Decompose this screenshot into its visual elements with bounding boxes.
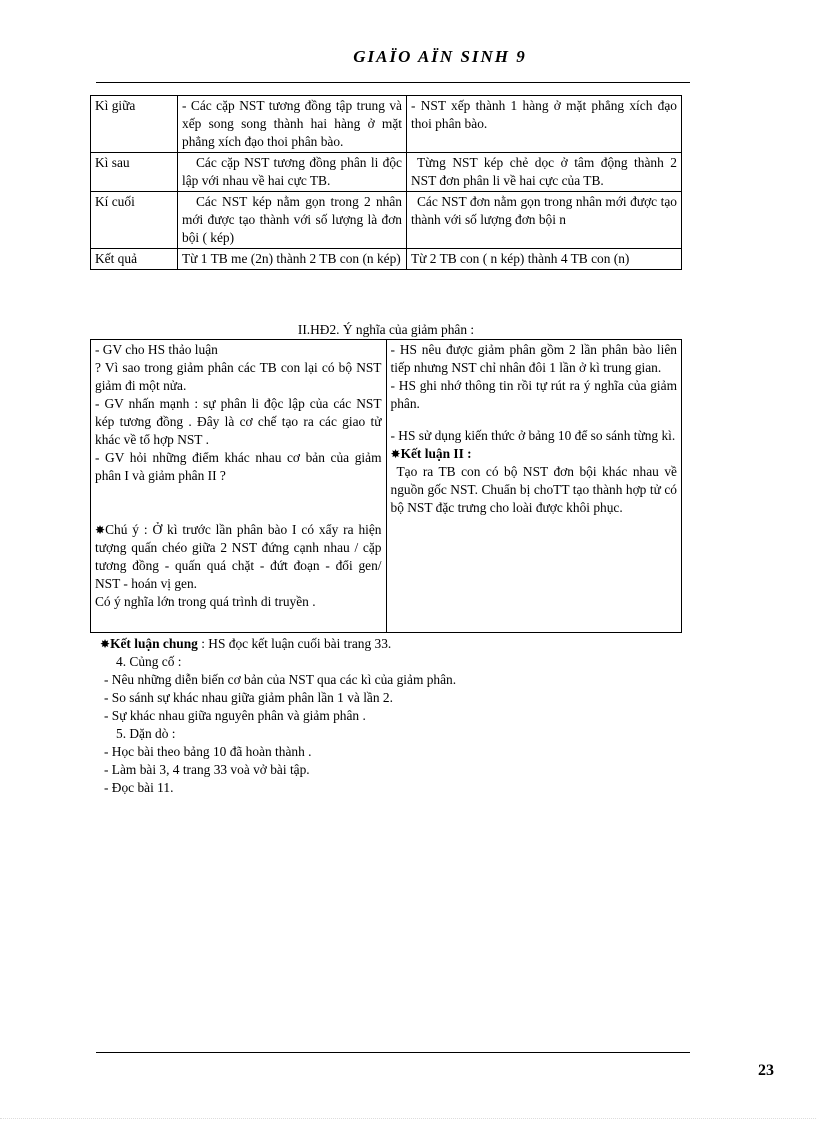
section-heading: II.HĐ2. Ý nghĩa của giảm phân : (297, 322, 475, 337)
teacher-activity-cell (91, 340, 387, 633)
hs-line: - HS ghi nhớ thông tin rồi tự rút ra ý nghĩa của giảm phân. (390, 378, 677, 411)
dan-do-title: 5. Dặn dò : (116, 726, 176, 741)
page-number: 23 (758, 1062, 774, 1079)
note-paragraph: ✸Chú ý : Ở kì trước lần phân bào I có xẩy ra hiện tượng quấn chéo giữa 2 NST đứng cạnh nhau / cặp tương đồng - quấn quá chặt - đứt đoạn - đổi gen/ NST - hoán vị gen. (95, 522, 382, 591)
star-bullet-icon: ✸ (95, 523, 106, 537)
student-activity-cell (386, 340, 682, 633)
table-row (91, 249, 682, 270)
table-row (91, 340, 682, 633)
phase-cell: Kì giữa (91, 96, 178, 153)
general-conclusion: ✸Kết luận chung : HS đọc kết luận cuối bài trang 33. (100, 636, 392, 651)
meiosis-1-cell: Các NST kép nằm gọn trong 2 nhân mới được tạo thành với số lượng là đơn bội ( kép) (178, 192, 407, 249)
table-row (91, 153, 682, 192)
list-item: - Học bài theo bảng 10 đã hoàn thành . (104, 744, 312, 759)
hs-line: - HS nêu được giảm phân gồm 2 lần phân bào liên tiếp nhưng NST chỉ nhân đôi 1 lần ở kì trung gian. (390, 342, 677, 375)
meiosis-2-cell: Từng NST kép chẻ dọc ở tâm động thành 2 NST đơn phân li về hai cực của TB. (407, 153, 682, 192)
list-item: - So sánh sự khác nhau giữa giảm phân lần 1 và lần 2. (104, 690, 393, 705)
page-edge-divider (0, 1118, 816, 1119)
header-rule (96, 82, 690, 83)
list-item: - Sự khác nhau giữa nguyên phân và giảm phân . (104, 708, 366, 723)
meiosis-2-cell: Các NST đơn nằm gọn trong nhân mới được tạo thành với số lượng đơn bội n (407, 192, 682, 249)
conclusion-text: Tạo ra TB con có bộ NST đơn bội khác nhau về nguồn gốc NST. Chuẩn bị choTT tạo thành hợp tử có bộ NST đặc trưng cho loài được khôi phục. (390, 464, 677, 515)
meiosis-2-cell: - NST xếp thành 1 hàng ở mặt phẳng xích đạo thoi phân bào. (407, 96, 682, 153)
list-item: - Đọc bài 11. (104, 780, 174, 795)
gv-line: - GV hỏi những điểm khác nhau cơ bản của giảm phân I và giảm phân II ? (95, 450, 382, 483)
star-bullet-icon: ✸ (390, 447, 401, 461)
note-paragraph-2: Có ý nghĩa lớn trong quá trình di truyền . (95, 594, 316, 609)
list-item: - Làm bài 3, 4 trang 33 voà vở bài tập. (104, 762, 310, 777)
conclusion-title: ✸Kết luận II : (390, 446, 472, 461)
activity-table (90, 339, 682, 633)
phase-cell: Kết quả (91, 249, 178, 270)
lesson-footer-content (100, 635, 680, 797)
table-row (91, 192, 682, 249)
meiosis-2-cell: Từ 2 TB con ( n kép) thành 4 TB con (n) (407, 249, 682, 270)
gv-line: - GV nhấn mạnh : sự phân li độc lập của các NST kép tương đồng . Đây là cơ chế tạo ra các giao tử khác về tổ hợp NST . (95, 396, 382, 447)
meiosis-1-cell: Các cặp NST tương đồng phân li độc lập với nhau về hai cực TB. (178, 153, 407, 192)
phase-comparison-table (90, 95, 682, 270)
table-row (91, 96, 682, 153)
phase-cell: Kí cuối (91, 192, 178, 249)
list-item: - Nêu những diễn biến cơ bản của NST qua các kì của giảm phân. (104, 672, 457, 687)
gv-line: - GV cho HS thảo luận (95, 342, 218, 357)
gv-line: ? Vì sao trong giảm phân các TB con lại có bộ NST giảm đi một nửa. (95, 360, 382, 393)
meiosis-1-cell: - Các cặp NST tương đồng tập trung và xếp song song thành hai hàng ở mặt phẳng xích đạo thoi phân bào. (178, 96, 407, 153)
hs-line: - HS sử dụng kiến thức ở bảng 10 để so sánh từng kì. (390, 428, 676, 443)
star-bullet-icon: ✸ (100, 637, 111, 651)
cung-co-title: 4. Củng cố : (116, 654, 182, 669)
phase-cell: Kì sau (91, 153, 178, 192)
page-header-title: GIAÏO AÏN SINH 9 (353, 47, 527, 66)
footer-rule (96, 1052, 690, 1053)
meiosis-1-cell: Từ 1 TB me (2n) thành 2 TB con (n kép) (178, 249, 407, 270)
